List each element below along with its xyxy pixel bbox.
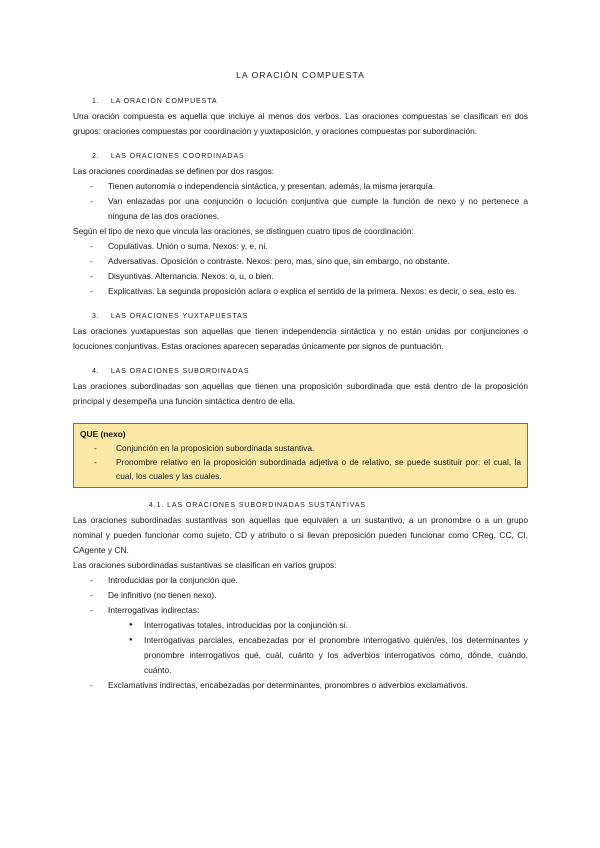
interrogativas-list [73, 618, 528, 678]
que-nexo-note-box [73, 423, 528, 488]
section-title: LAS ORACIONES YUXTAPUESTAS [110, 313, 249, 320]
note-box-title: QUE (nexo) [80, 429, 126, 439]
list-item: - Van enlazadas por una conjunción o locución conjuntiva que cumple la función de nexo y no pertenece a ninguna de las dos oraciones. [73, 194, 528, 224]
document-content [73, 70, 528, 693]
list-item: - Exclamativas indirectas, encabezadas por determinantes, pronombres o adverbios exclamativos. [73, 678, 528, 693]
list-item: ● Interrogativas totales, introducidas por la conjunción si. [73, 618, 528, 633]
list-item: - Introducidas por la conjunción que. [73, 573, 528, 588]
section-3-paragraph: Las oraciones yuxtapuestas son aquellas que tienen independencia sintáctica y no están unidas por conjunciones o locuciones conjuntivas. Estas oraciones aparecen separadas únicamente por signos de puntuación. [73, 326, 528, 351]
coordinadas-types-list [73, 239, 528, 299]
list-item: - Explicativas. La segunda proposición aclara o explica el sentido de la primera. Nexos: es decir, o sea, esto es. [73, 284, 528, 299]
section-number: 4. [92, 368, 100, 375]
section-heading-3 [73, 313, 528, 320]
list-item: ● Interrogativas parciales, encabezadas por el pronombre interrogativo quién/es, los determinantes y pronombre interrogativos qué, cuál, cuánto y los adverbios interrogativos cómo, dónde, cuándo, cuánto. [73, 633, 528, 678]
section-4-paragraph: Las oraciones subordinadas son aquellas que tienen una proposición subordinada que está dentro de la proposición principal y desempeña una función sintáctica dentro de ella. [73, 381, 528, 406]
section-2-intro: Las oraciones coordinadas se definen por dos rasgos: [73, 166, 275, 176]
section-title: LA ORACIÓN COMPUESTA [110, 98, 218, 105]
list-item: - Disyuntivas. Alternancia. Nexos: o, u, o bien. [73, 269, 528, 284]
list-item: - Pronombre relativo en la proposición subordinada adjetiva o de relativo, se puede sustituir por: el cual, la cual, los cuales y las cuales. [80, 455, 521, 483]
section-number: 1. [92, 98, 100, 105]
document-title: LA ORACIÓN COMPUESTA [236, 70, 365, 80]
section-heading-2 [73, 153, 528, 160]
list-item: - Conjunción en la proposición subordinada sustantiva. [80, 441, 521, 455]
section-heading-4 [73, 368, 528, 375]
list-item: - De infinitivo (no tienen nexo). [73, 588, 528, 603]
section-2-types-intro: Según el tipo de nexo que vincula las oraciones, se distinguen cuatro tipos de coordinación: [73, 226, 414, 236]
coordinadas-traits-list [73, 179, 528, 224]
list-item: - Interrogativas indirectas: [73, 603, 528, 618]
section-number: 3. [92, 313, 100, 320]
list-item: - Adversativas. Oposición o contraste. Nexos: pero, mas, sino que, sin embargo, no obstante. [73, 254, 528, 269]
section-heading-1 [73, 98, 528, 105]
section-title: LAS ORACIONES SUBORDINADAS [110, 368, 250, 375]
list-item: - Tienen autonomía o independencia sintáctica, y presentan, además, la misma jerarquía. [73, 179, 528, 194]
note-box-list [80, 441, 521, 483]
subsection-4-1-paragraph: Las oraciones subordinadas sustantivas son aquellas que equivalen a un sustantivo, a un pronombre o a un grupo nominal y pueden funcionar como sujeto, CD y atributo o si llevan preposición pueden funcionar como CReg, CC, CI, CAgente y CN. [73, 515, 528, 555]
sustantivas-groups-list-cont [73, 678, 528, 693]
list-item: - Copulativas. Unión o suma. Nexos: y, e, ni. [73, 239, 528, 254]
sustantivas-groups-list [73, 573, 528, 618]
subsection-4-1-groups-intro: Las oraciones subordinadas sustantivas se clasifican en varios grupos: [73, 560, 337, 570]
section-1-paragraph: Una oración compuesta es aquella que incluye al menos dos verbos. Las oraciones compuestas se clasifican en dos grupos: oraciones compuestas por coordinación y yuxtaposición, y oraciones compuestas por subordinación. [73, 111, 528, 136]
section-number: 2. [92, 153, 100, 160]
section-title: LAS ORACIONES COORDINADAS [110, 153, 245, 160]
subsection-heading-4-1: 4.1. LAS ORACIONES SUBORDINADAS SUSTANTIVAS [149, 502, 366, 509]
